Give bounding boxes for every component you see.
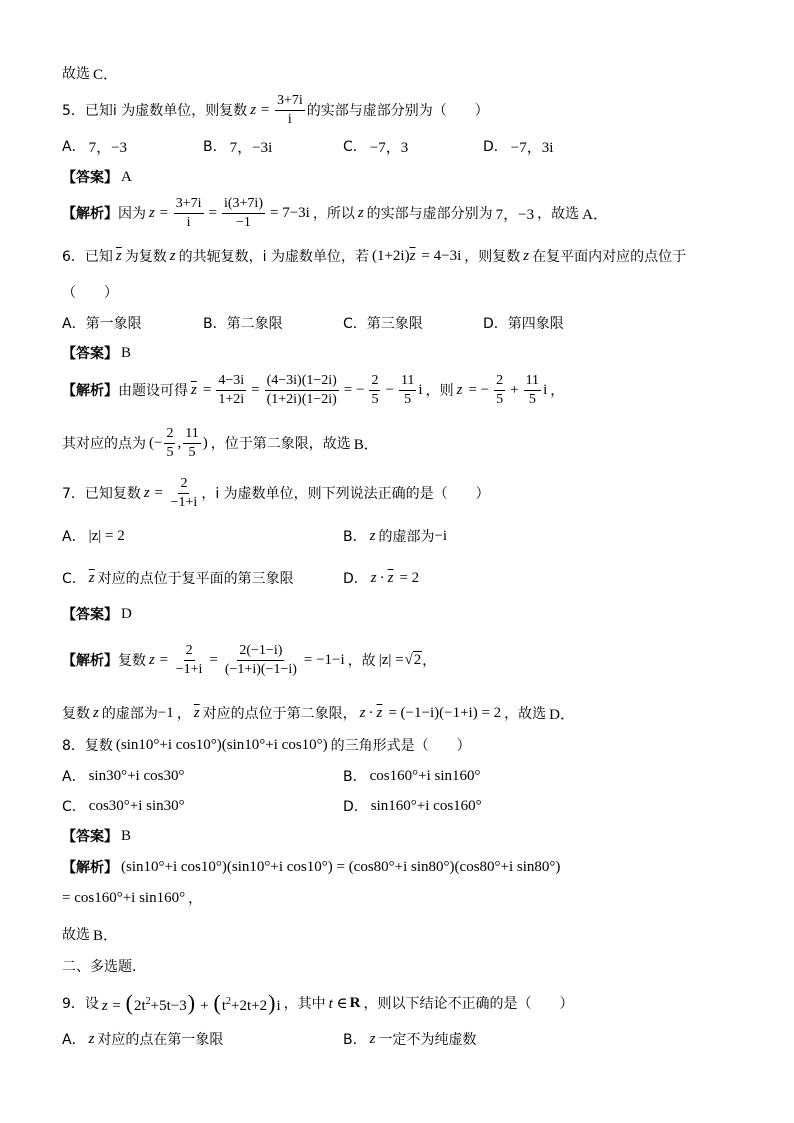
option-label: A． (62, 1032, 86, 1048)
math-imaginary-unit: i (276, 997, 281, 1014)
q7-stem (62, 473, 490, 513)
math-dot: · (368, 704, 374, 721)
math-term: 2t (133, 997, 146, 1014)
math-var-z: z (523, 247, 530, 264)
math-expression: = (−1−i)(−1+i) = 2 (388, 704, 502, 721)
q8-stem-text: 8．复数 (62, 738, 113, 754)
analysis-text: ， (422, 653, 437, 669)
sqrt-symbol: √ (404, 651, 413, 668)
math-z-conjugate: $\overline{z}$ (88, 569, 95, 586)
math-imaginary-unit: i (418, 381, 423, 398)
option-value: 第四象限 (507, 316, 564, 332)
math-term: +2t+2 (231, 997, 268, 1014)
fraction-denominator: 1+2i (218, 391, 245, 407)
fraction (164, 426, 175, 461)
option-label: D． (343, 799, 368, 815)
previous-conclusion-line (62, 53, 121, 93)
fraction-denominator: 5 (371, 391, 379, 407)
q6-answer (62, 333, 134, 373)
analysis-text: ，位于第二象限，故选 (210, 436, 351, 452)
analysis-label: 【解析】 (62, 860, 118, 876)
analysis-text: ，故 (347, 653, 376, 669)
q6-stem-text: ，则复数 (464, 249, 521, 265)
q5-option-d (483, 126, 556, 166)
answer-label: 【答案】 (62, 607, 118, 623)
math-exponent: 2 (226, 995, 232, 1007)
fraction-numerator: 11 (524, 373, 541, 391)
math-paren-open: (− (149, 434, 163, 451)
fraction (223, 643, 299, 678)
analysis-choice: A． (582, 206, 608, 223)
fraction (174, 196, 204, 231)
math-term: t (221, 997, 227, 1014)
math-comma: , (177, 434, 182, 451)
option-label: A． (62, 529, 86, 545)
math-equals: = (209, 651, 218, 668)
q8-option-d (343, 786, 485, 826)
answer-label: 【答案】 (62, 829, 118, 845)
fraction (275, 93, 305, 128)
answer-blank: （ ） (62, 285, 118, 301)
option-label: B． (343, 1032, 367, 1048)
answer-value: A (121, 168, 132, 185)
analysis-text: 因为 (118, 206, 146, 222)
option-text: 一定不为纯虚数 (378, 1032, 477, 1048)
fraction-numerator: 2 (494, 373, 505, 391)
math-var-z: z (369, 527, 376, 544)
fraction-numerator: i(3+7i) (222, 196, 265, 214)
q7-stem-text: 7．已知复数 (62, 486, 141, 502)
conclusion-choice: C． (93, 66, 119, 83)
q5-option-c (343, 126, 411, 166)
option-value: −7，3 (369, 139, 409, 156)
fraction-denominator: (1+2i)(1−2i) (266, 391, 337, 407)
option-label: C． (62, 571, 86, 587)
math-var-z: z (369, 1030, 376, 1047)
q8-analysis-line-2 (62, 878, 202, 918)
fraction-numerator: 2 (184, 643, 195, 661)
option-value: 第二象限 (226, 316, 283, 332)
fraction-denominator: 5 (188, 444, 196, 460)
math-sqrt (405, 652, 423, 669)
math-expression: (1+2i) (371, 247, 410, 264)
math-imaginary-unit: i (543, 381, 548, 398)
analysis-text: 对应的点位于第二象限， (202, 706, 357, 722)
math-result: = 7−3i (269, 204, 310, 221)
answer-label: 【答案】 (62, 346, 118, 362)
math-value: −1 (157, 704, 174, 721)
option-label: A． (62, 316, 86, 332)
fraction-denominator: 5 (496, 391, 504, 407)
analysis-choice: B． (93, 927, 119, 944)
analysis-text: ，故选 (504, 706, 547, 722)
analysis-text: ，所以 (312, 206, 355, 222)
q9-options-row-1 (0, 1019, 794, 1059)
math-exponent: 2 (145, 995, 151, 1007)
fraction (494, 373, 505, 408)
option-expression: |z| = 2 (88, 527, 125, 544)
q5-option-b (203, 126, 275, 166)
q9-stem-text: ，其中 (283, 996, 326, 1012)
math-var-z: z (370, 569, 377, 586)
fraction-denominator: −1+i (175, 661, 203, 677)
math-equals: = − (343, 381, 365, 398)
option-value: −7，3i (510, 139, 554, 156)
math-equals: = − (468, 381, 490, 398)
option-text: 对应的点位于复平面的第三象限 (97, 571, 294, 587)
fraction-denominator: −1 (236, 214, 251, 230)
analysis-label: 【解析】 (62, 383, 118, 399)
q6-stem-text: 在复平面内对应的点位于 (532, 249, 687, 265)
math-z-conjugate: $\overline{z}$ (387, 569, 394, 586)
answer-value: B (121, 827, 132, 844)
math-expression: (sin10°+i cos10°)(sin10°+i cos10°) (115, 736, 328, 753)
answer-label: 【答案】 (62, 170, 118, 186)
answer-value: B (121, 344, 132, 361)
option-label: D． (343, 571, 368, 587)
q9-stem (62, 983, 574, 1023)
option-value: 第一象限 (85, 316, 142, 332)
option-label: B． (343, 769, 367, 785)
q7-option-c (62, 558, 294, 598)
fraction (524, 373, 541, 408)
option-label: C． (62, 799, 86, 815)
math-z-conjugate: $\overline{z}$ (376, 704, 383, 721)
fraction (174, 643, 205, 678)
math-equals: = (251, 381, 260, 398)
option-label: D． (483, 139, 508, 155)
option-label: C． (343, 139, 367, 155)
q5-answer (62, 157, 135, 197)
analysis-label: 【解析】 (62, 653, 118, 669)
analysis-text: ，故选 (537, 206, 580, 222)
q9-complex-expression (101, 989, 281, 1015)
fraction (399, 373, 416, 408)
option-expression: −i (434, 527, 448, 544)
q7-options-row-2 (0, 558, 794, 598)
math-plus: + (200, 997, 209, 1014)
option-expression: sin160°+i cos160° (370, 797, 482, 814)
option-expression: cos160°+i sin160° (369, 767, 481, 784)
fraction-numerator: 4−3i (216, 373, 246, 391)
fraction-denominator: i (287, 111, 292, 127)
option-label: A． (62, 139, 86, 155)
math-z-equals: z = (149, 204, 169, 221)
math-t-in: t ∈ (328, 995, 348, 1012)
math-dot: · (379, 569, 385, 586)
analysis-text: 故选 (62, 927, 90, 943)
fraction-denominator: 5 (528, 391, 536, 407)
analysis-text: ， (176, 706, 191, 722)
fraction-denominator: (−1+i)(−1−i) (224, 661, 297, 677)
left-paren: ( (125, 989, 133, 1015)
fraction (183, 426, 200, 461)
q7-option-b (343, 516, 450, 556)
right-paren: ) (268, 989, 276, 1015)
math-var-z: z (357, 204, 364, 221)
q5-stem-text: 5．已知i 为虚数单位，则复数 (62, 103, 248, 119)
analysis-text: 的虚部为 (101, 706, 158, 722)
option-expression: sin30°+i cos30° (88, 767, 185, 784)
math-values: 7，−3 (495, 206, 535, 223)
sqrt-argument: 2 (413, 651, 422, 668)
q6-stem-text: 的共轭复数，i 为虚数单位，若 (178, 249, 369, 265)
math-real-set: R (349, 994, 361, 1011)
math-expression: (sin10°+i cos10°)(sin10°+i cos10°) = (cos80°+i sin80°)(cos80°+i sin80°) (121, 858, 561, 875)
option-label: C． (343, 316, 367, 332)
fraction-numerator: 11 (399, 373, 416, 391)
conclusion-text: 故选 (62, 66, 90, 82)
analysis-text: 的实部与虚部分别为 (366, 206, 493, 222)
section-title: 二、多选题． (62, 959, 146, 975)
math-expression: = 4−3i (421, 247, 462, 264)
answer-value: D (121, 605, 132, 622)
analysis-text: ，则 (425, 383, 454, 399)
fraction (216, 373, 246, 408)
math-z-equals: z = (143, 484, 164, 501)
fraction-denominator: i (186, 214, 191, 230)
analysis-choice: D． (549, 706, 576, 723)
q7-option-a (62, 516, 128, 556)
q9-option-a (62, 1019, 223, 1059)
fraction (222, 196, 265, 231)
q5-analysis (62, 193, 611, 233)
left-paren: ( (213, 989, 221, 1015)
fraction-numerator: 3+7i (174, 196, 204, 214)
option-expression: = 2 (399, 569, 420, 586)
fraction (369, 373, 380, 408)
option-value: 7，−3i (229, 139, 273, 156)
analysis-text: 由题设可得 (118, 383, 188, 399)
math-operator: − (385, 381, 394, 398)
option-label: B． (203, 316, 227, 332)
q9-stem-text-end: ，则以下结论不正确的是（ ） (363, 996, 574, 1012)
fraction-denominator: 5 (166, 444, 174, 460)
right-paren: ) (187, 989, 196, 1015)
fraction (265, 373, 339, 408)
math-modulus: |z| = (378, 651, 404, 668)
math-z-conjugate: $\overline{z}$ (409, 247, 416, 264)
fraction-numerator: 11 (183, 426, 200, 444)
q6-option-c (343, 303, 423, 343)
analysis-text: ， (550, 383, 565, 399)
q6-stem (62, 236, 686, 276)
option-label: B． (343, 529, 367, 545)
fraction-denominator: −1+i (170, 494, 198, 510)
section-heading (62, 946, 146, 986)
math-var-z: z (88, 1030, 95, 1047)
q6-analysis-line-1 (62, 370, 564, 410)
q6-option-b (203, 303, 283, 343)
q7-option-d (343, 558, 422, 598)
math-var-z: z (456, 381, 463, 398)
fraction-numerator: 2 (178, 476, 189, 494)
q6-analysis-line-2 (62, 423, 382, 463)
fraction (169, 476, 200, 511)
option-value: 7，−3 (88, 139, 128, 156)
math-equals: = (208, 204, 217, 221)
math-var-z: z (169, 247, 176, 264)
math-paren-close: ) (202, 434, 208, 451)
option-expression: cos30°+i sin30° (88, 797, 185, 814)
analysis-text: 复数 (62, 706, 90, 722)
q7-stem-text-end: ，i 为虚数单位，则下列说法正确的是（ ） (201, 486, 490, 502)
q5-stem-text-end: 的实部与虚部分别为（ ） (306, 103, 489, 119)
math-var-z: z (359, 704, 366, 721)
math-z-equals: z = (101, 997, 122, 1014)
q5-stem (62, 90, 489, 130)
math-z-equals: z = (250, 101, 270, 118)
math-var-z: z (93, 704, 99, 721)
math-z-equals: z = (149, 651, 169, 668)
analysis-label: 【解析】 (62, 206, 118, 222)
math-expression: = cos160°+i sin160° (62, 889, 186, 906)
option-text: 的虚部为 (378, 529, 435, 545)
math-z-conjugate: $\overline{z}$ (191, 381, 197, 398)
math-z-conjugate: $\overline{z}$ (115, 247, 122, 264)
analysis-text: ， (188, 891, 203, 907)
option-value: 第三象限 (366, 316, 423, 332)
fraction-numerator: (4−3i)(1−2i) (265, 373, 339, 391)
fraction-numerator: 2 (369, 373, 380, 391)
q8-stem-text-end: 的三角形式是（ ） (330, 738, 471, 754)
math-equals: = (202, 381, 212, 398)
q9-stem-text: 9．设 (62, 996, 99, 1012)
analysis-choice: B． (353, 436, 379, 453)
analysis-text: 复数 (118, 653, 146, 669)
q7-answer (62, 594, 135, 634)
q7-analysis-line-1 (62, 640, 436, 680)
analysis-text: 其对应的点为 (62, 436, 146, 452)
fraction-numerator: 2 (164, 426, 175, 444)
q6-stem-text: 6．已知 (62, 249, 113, 265)
q9-option-b (343, 1019, 476, 1059)
q6-option-d (483, 303, 564, 343)
option-text: 对应的点在第一象限 (97, 1032, 224, 1048)
option-label: D． (483, 316, 508, 332)
option-label: B． (203, 139, 227, 155)
math-result: = −1−i (303, 651, 345, 668)
q6-stem-text: 为复数 (124, 249, 167, 265)
math-term: +5t−3 (150, 997, 187, 1014)
fraction-numerator: 2(−1−i) (237, 643, 284, 661)
q7-options-row-1 (0, 516, 794, 556)
math-operator: + (510, 381, 519, 398)
fraction-numerator: 3+7i (275, 93, 305, 111)
fraction-denominator: 5 (404, 391, 412, 407)
math-z-conjugate: $\overline{z}$ (193, 704, 200, 721)
option-label: A． (62, 769, 86, 785)
